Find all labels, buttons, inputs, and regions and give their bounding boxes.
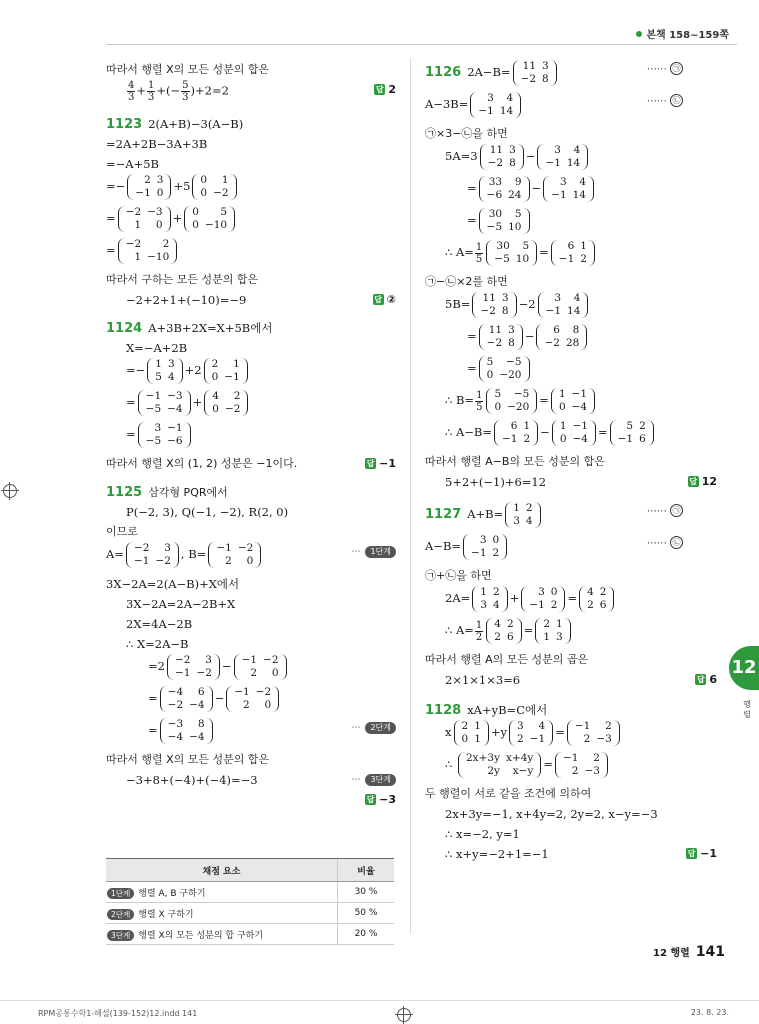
matrix-line: ∴ A= $\frac{1}{2}$ 4 2 2 6 = 2 1 1 3 [425, 618, 717, 650]
matrix: 5 −5 0 −20 [486, 388, 537, 414]
matrix: 11 3 −2 8 [480, 144, 524, 170]
matrix-line: = 11 3 −2 8 − 6 8 −2 28 [425, 324, 717, 356]
matrix: 3 4 −1 14 [538, 292, 589, 318]
column-divider [410, 58, 411, 934]
chapter-tab-label: 행렬 [743, 700, 751, 719]
matrix-line: ∴ B= $\frac{1}{5}$ 5 −5 0 −20 = 1 −1 0 −4 [425, 388, 717, 420]
matrix: 33 9 −6 24 [479, 176, 530, 202]
bullet-icon [636, 31, 642, 37]
matrix-line: 5A=3 11 3 −2 8 − 3 4 −1 14 [425, 144, 717, 176]
result-line: 따라서 행렬 X의 (1, 2) 성분은 −1이다. 답 −1 [106, 457, 396, 470]
matrix: 4 2 0 −2 [204, 390, 248, 416]
problem-1125: 1125 삼각형 PQR에서 [106, 485, 228, 500]
matrix-line: = 3 −1 −5 −6 [106, 422, 396, 454]
problem-1126: 1126 2A−B= 11 3 −2 8 ⋯⋯ ㉠ [425, 60, 717, 92]
matrix: 6 1 −1 2 [494, 420, 538, 446]
matrix: 1 −1 0 −4 [552, 420, 596, 446]
matrix: 30 5 −5 10 [486, 240, 537, 266]
matrix-line: A−B= 3 0 −1 2 ⋯⋯ ㉡ [425, 534, 717, 566]
table-row: 2단계 행렬 X 구하기 50 % [106, 903, 394, 924]
matrix: −1 −2 2 0 [226, 686, 279, 712]
matrix: −1 −2 2 0 [208, 542, 261, 568]
matrix-line: =2 −2 3 −1 −2 − −1 −2 2 0 [106, 654, 396, 686]
left-column: 따라서 행렬 X의 모든 성분의 합은 $\frac{4}{3}$ + $\frac{1}{3}$ +(− $\frac{5}{3}$ )+2=2 답 2 1123 2(A+B)−3(A−B) =2A+2B−3A+3B =−A+5B =− 2 3 −1 0 +5 0 1 0 −2 = −2 −3 1 0 + 0 5 0 −10 = −2 2 1 −10 따라서 구하는 모든 성분의 합은 −2+2+1+(−10)=−9 답 ② 1124 A+3B+2X=X+5B에서 X=−A+2B =− 1 3 5 4 +2 2 1 0 −1 = −1 −3 −5 −4 + 4 2 0 −2 = 3 −1 −5 −6 따라서 행렬 X의 (1, 2) 성분은 −1이다. 답 −1 1125 삼각형 PQR에서 P(−2, 3), Q(−1, −2), R(2, 0) 이므로 A= −2 3 −1 −2 , B= −1 −2 2 0 ⋯ 1단계 3X−2A=2(A−B)+X에서 3X−2A=2A−2B+X 2X=4A−2B ∴ X=2A−B =2 −2 3 −1 −2 − −1 −2 2 0 = −4 6 −2 −4 − −1 −2 2 0 = −3 8 −4 −4 ⋯ 2단계 따라서 행렬 X의 모든 성분의 합은 −3+8+(−4)+(−4)=−3 ⋯ 3단계 답 −3 [106, 60, 396, 810]
matrix-line: ∴ A= $\frac{1}{5}$ 30 5 −5 10 = 6 1 −1 2 [425, 240, 717, 272]
matrix-line: = −4 6 −2 −4 − −1 −2 2 0 [106, 686, 396, 718]
matrix: 11 3 −2 8 [472, 292, 516, 318]
matrix: −4 6 −2 −4 [160, 686, 213, 712]
matrix: 5 2 −1 6 [610, 420, 654, 446]
matrix: 5 −5 0 −20 [479, 356, 530, 382]
sum-line: −2+2+1+(−10)=−9 답 ② [126, 293, 396, 307]
problem-1128: 1128 xA+yB=C에서 [425, 703, 548, 718]
matrix-line: A= −2 3 −1 −2 , B= −1 −2 2 0 ⋯ 1단계 [106, 542, 396, 574]
matrix: 11 3 −2 8 [513, 60, 557, 86]
matrix-line: = −1 −3 −5 −4 + 4 2 0 −2 [106, 390, 396, 422]
problem-1124: 1124 A+3B+2X=X+5B에서 [106, 321, 273, 336]
matrix: 1 2 3 4 [472, 586, 507, 612]
matrix-line: = 30 5 −5 10 [425, 208, 717, 240]
sum-line: 5+2+(−1)+6=12 답 12 [445, 475, 717, 489]
matrix: −1 2 2 −3 [567, 720, 620, 746]
chapter-tab: 12 [729, 646, 759, 690]
matrix-line: =− 1 3 5 4 +2 2 1 0 −1 [106, 358, 396, 390]
final-line: ∴ x+y=−2+1=−1 답 −1 [445, 847, 717, 861]
registration-mark-icon [397, 1008, 411, 1022]
matrix: 4 2 2 6 [579, 586, 614, 612]
matrix: 2 1 0 1 [454, 720, 489, 746]
matrix: 0 1 0 −2 [192, 174, 236, 200]
matrix: −2 3 −1 −2 [167, 654, 220, 680]
matrix: 11 3 −2 8 [479, 324, 523, 350]
scoring-table: 채점 요소 비율 1단계 행렬 A, B 구하기 30 % 2단계 행렬 X 구하기 50 % 3단계 행렬 X의 모든 성분의 합 구하기 20 % [106, 858, 394, 945]
matrix: 1 −1 0 −4 [551, 388, 595, 414]
matrix: −2 −3 1 0 [118, 206, 171, 232]
matrix: 4 2 2 6 [486, 618, 521, 644]
footer-rule [0, 1000, 759, 1001]
answer-line: 답 −3 [366, 793, 396, 806]
matrix: 6 1 −1 2 [551, 240, 595, 266]
matrix: 2 3 −1 0 [127, 174, 171, 200]
matrix: 2x+3y x+4y 2y x−y [458, 752, 541, 778]
matrix: 3 0 −1 2 [521, 586, 565, 612]
matrix-line: = 33 9 −6 24 − 3 4 −1 14 [425, 176, 717, 208]
table-row: 3단계 행렬 X의 모든 성분의 합 구하기 20 % [106, 924, 394, 945]
intro-sum: $\frac{4}{3}$ + $\frac{1}{3}$ +(− $\frac{5}{3}$ )+2=2 답 2 [128, 80, 396, 103]
matrix-line: =− 2 3 −1 0 +5 0 1 0 −2 [106, 174, 396, 206]
registration-mark-icon [3, 484, 17, 498]
product-line: 2×1×1×3=6 답 6 [445, 673, 717, 687]
sum-line: −3+8+(−4)+(−4)=−3 ⋯ 3단계 [106, 770, 396, 790]
matrix-line: ∴ A−B= 6 1 −1 2 − 1 −1 0 −4 = 5 2 −1 6 [425, 420, 717, 452]
table-row: 1단계 행렬 A, B 구하기 30 % [106, 882, 394, 903]
matrix-line: 2A= 1 2 3 4 + 3 0 −1 2 = 4 2 2 6 [425, 586, 717, 618]
matrix-line: = −3 8 −4 −4 ⋯ 2단계 [106, 718, 396, 750]
matrix: 0 5 0 −10 [184, 206, 235, 232]
matrix: 3 4 2 −1 [509, 720, 553, 746]
matrix: 3 4 −1 14 [470, 92, 521, 118]
matrix: 3 4 −1 14 [537, 144, 588, 170]
right-column: 1126 2A−B= 11 3 −2 8 ⋯⋯ ㉠ A−3B= 3 4 −1 14 ⋯⋯ ㉡ ㉠×3−㉡을 하면 5A=3 11 3 −2 8 − 3 4 −1 14 = 33 9 −6 24 − 3 4 −1 14 = 30 5 −5 10 ∴ A= $\frac{1}{5}$ 30 5 −5 10 = 6 1 −1 2 ㉠−㉡×2를 하면 5B= 11 3 −2 8 −2 3 4 −1 14 = 11 3 −2 8 − 6 8 −2 28 = 5 −5 0 −20 ∴ B= $\frac{1}{5}$ 5 −5 0 −20 = 1 −1 0 −4 ∴ A−B= 6 1 −1 2 − 1 −1 0 −4 = 5 2 −1 6 따라서 행렬 A−B의 모든 성분의 합은 5+2+(−1)+6=12 답 12 1127 A+B= 1 2 3 4 ⋯⋯ ㉠ A−B= 3 0 −1 2 ⋯⋯ ㉡ ㉠+㉡을 하면 2A= 1 2 3 4 + 3 0 −1 2 = 4 2 2 6 ∴ A= $\frac{1}{2}$ 4 2 2 6 = 2 1 1 3 따라서 행렬 A의 모든 성분의 곱은 2×1×1×3=6 답 6 1128 xA+yB=C에서 x 2 1 0 1 +y 3 4 2 −1 = −1 2 2 −3 ∴ 2x+3y x+4y 2y x−y = −1 2 2 −3 두 행렬이 서로 같을 조건에 의하여 2x+3y=−1, x+4y=2, 2y=2, x−y=−3 ∴ x=−2, y=1 ∴ x+y=−2+1=−1 답 −1 [425, 60, 717, 864]
page-footer: 12 행렬 141 [653, 944, 725, 960]
matrix: 3 4 −1 14 [543, 176, 594, 202]
matrix-line: = −2 2 1 −10 [106, 238, 396, 270]
matrix: 3 0 −1 2 [463, 534, 507, 560]
matrix: −1 2 2 −3 [555, 752, 608, 778]
matrix: −2 2 1 −10 [118, 238, 178, 264]
answer-badge: 답 2 [375, 83, 396, 96]
matrix: 1 3 5 4 [147, 358, 182, 384]
matrix: −1 −3 −5 −4 [138, 390, 191, 416]
matrix-line: x 2 1 0 1 +y 3 4 2 −1 = −1 2 2 −3 [425, 720, 717, 752]
matrix-line: = −2 −3 1 0 + 0 5 0 −10 [106, 206, 396, 238]
print-date: 23. 8. 23. [690, 1008, 729, 1017]
matrix: −2 3 −1 −2 [126, 542, 179, 568]
intro-text: 따라서 행렬 X의 모든 성분의 합은 [106, 63, 270, 76]
matrix: 6 8 −2 28 [536, 324, 587, 350]
matrix-line: 5B= 11 3 −2 8 −2 3 4 −1 14 [425, 292, 717, 324]
matrix-line: ∴ 2x+3y x+4y 2y x−y = −1 2 2 −3 [425, 752, 717, 784]
header-rule [106, 44, 737, 45]
matrix-line: = 5 −5 0 −20 [425, 356, 717, 388]
matrix: 2 1 1 3 [535, 618, 570, 644]
problem-1123: 1123 2(A+B)−3(A−B) [106, 117, 244, 132]
matrix: 3 −1 −5 −6 [138, 422, 191, 448]
matrix: 2 1 0 −1 [204, 358, 248, 384]
matrix-line: A−3B= 3 4 −1 14 ⋯⋯ ㉡ [425, 92, 717, 124]
matrix: 30 5 −5 10 [479, 208, 530, 234]
problem-1127: 1127 A+B= 1 2 3 4 ⋯⋯ ㉠ [425, 502, 717, 534]
matrix: 1 2 3 4 [505, 502, 540, 528]
matrix: −3 8 −4 −4 [160, 718, 213, 744]
file-info: RPM공통수학1-해설(139-152)12.indd 141 [38, 1009, 198, 1018]
page-header: 본책 158~159쪽 [636, 26, 729, 41]
matrix: −1 −2 2 0 [234, 654, 287, 680]
